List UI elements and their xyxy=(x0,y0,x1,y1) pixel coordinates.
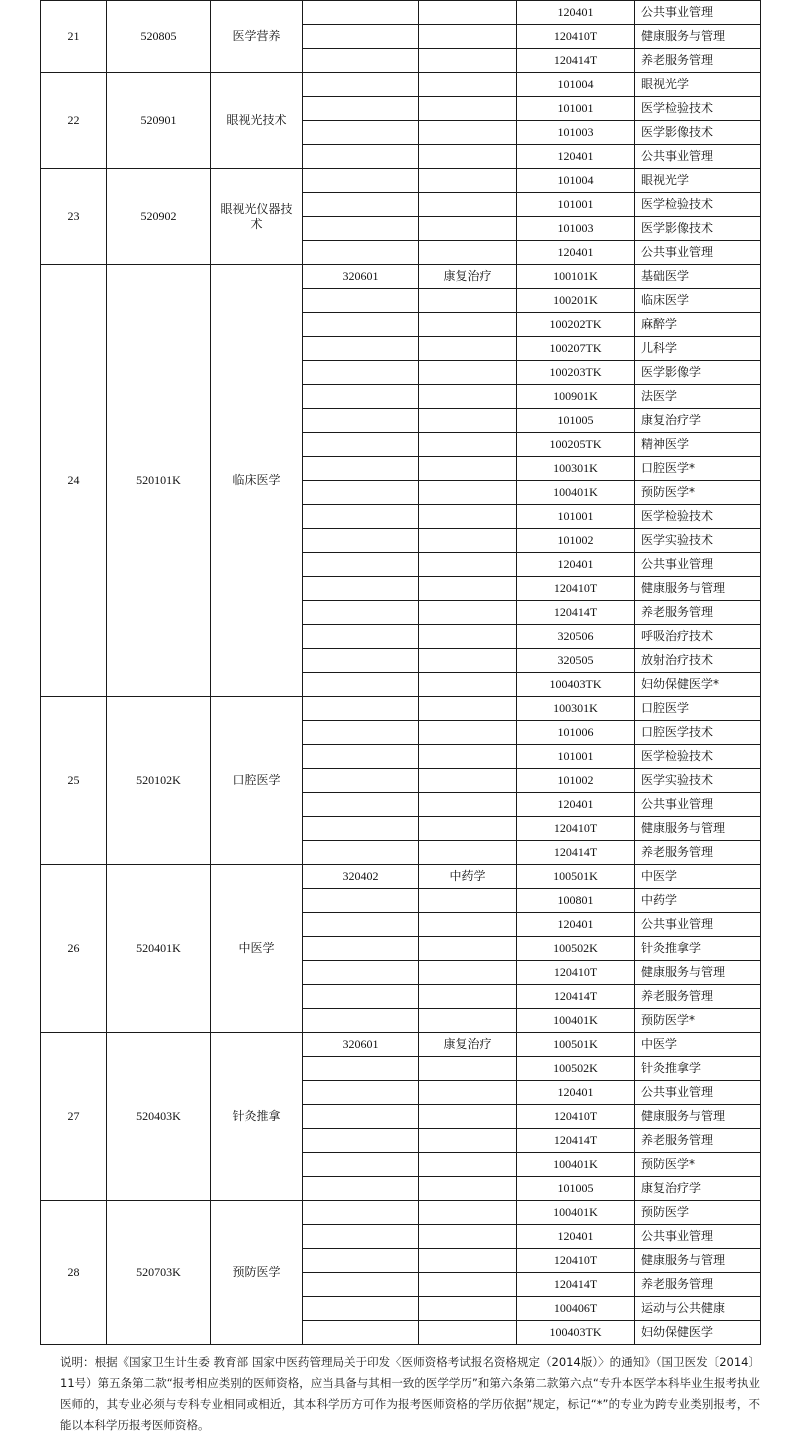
undergrad-name-cell: 公共事业管理 xyxy=(635,1,761,25)
undergrad-code-cell: 100401K xyxy=(517,1201,635,1225)
related-name-cell xyxy=(419,289,517,313)
undergrad-name-cell: 医学影像技术 xyxy=(635,217,761,241)
related-code-cell xyxy=(303,961,419,985)
related-name-cell xyxy=(419,217,517,241)
related-code-cell xyxy=(303,1297,419,1321)
undergrad-code-cell: 120414T xyxy=(517,985,635,1009)
undergrad-code-cell: 100502K xyxy=(517,937,635,961)
seq-cell: 24 xyxy=(41,265,107,697)
undergrad-code-cell: 120410T xyxy=(517,577,635,601)
undergrad-name-cell: 公共事业管理 xyxy=(635,793,761,817)
undergrad-name-cell: 公共事业管理 xyxy=(635,913,761,937)
major-mapping-table xyxy=(40,0,761,1345)
undergrad-name-cell: 口腔医学技术 xyxy=(635,721,761,745)
related-code-cell xyxy=(303,1273,419,1297)
related-code-cell xyxy=(303,601,419,625)
vocational-code-cell: 520403K xyxy=(107,1033,211,1201)
related-code-cell xyxy=(303,577,419,601)
related-code-cell xyxy=(303,1129,419,1153)
related-code-cell xyxy=(303,505,419,529)
related-code-cell xyxy=(303,625,419,649)
undergrad-name-cell: 口腔医学* xyxy=(635,457,761,481)
undergrad-code-cell: 101003 xyxy=(517,121,635,145)
undergrad-code-cell: 100403TK xyxy=(517,1321,635,1345)
seq-cell: 26 xyxy=(41,865,107,1033)
table-row xyxy=(41,1201,761,1225)
undergrad-code-cell: 120401 xyxy=(517,145,635,169)
undergrad-code-cell: 100201K xyxy=(517,289,635,313)
seq-cell: 23 xyxy=(41,169,107,265)
undergrad-code-cell: 100901K xyxy=(517,385,635,409)
related-name-cell xyxy=(419,1297,517,1321)
undergrad-code-cell: 120410T xyxy=(517,961,635,985)
undergrad-name-cell: 医学实验技术 xyxy=(635,769,761,793)
related-name-cell xyxy=(419,25,517,49)
undergrad-code-cell: 120401 xyxy=(517,913,635,937)
related-name-cell xyxy=(419,721,517,745)
undergrad-code-cell: 100501K xyxy=(517,865,635,889)
related-code-cell xyxy=(303,1105,419,1129)
undergrad-code-cell: 120401 xyxy=(517,1,635,25)
related-code-cell xyxy=(303,25,419,49)
undergrad-code-cell: 100203TK xyxy=(517,361,635,385)
related-code-cell xyxy=(303,1009,419,1033)
undergrad-code-cell: 320505 xyxy=(517,649,635,673)
undergrad-code-cell: 101002 xyxy=(517,769,635,793)
undergrad-name-cell: 公共事业管理 xyxy=(635,1225,761,1249)
seq-cell: 22 xyxy=(41,73,107,169)
related-name-cell xyxy=(419,841,517,865)
related-code-cell xyxy=(303,337,419,361)
undergrad-name-cell: 运动与公共健康 xyxy=(635,1297,761,1321)
related-code-cell xyxy=(303,745,419,769)
related-name-cell xyxy=(419,1177,517,1201)
related-code-cell xyxy=(303,937,419,961)
undergrad-name-cell: 养老服务管理 xyxy=(635,1273,761,1297)
related-name-cell xyxy=(419,433,517,457)
related-name-cell xyxy=(419,1321,517,1345)
related-code-cell xyxy=(303,673,419,697)
related-name-cell xyxy=(419,1201,517,1225)
related-code-cell xyxy=(303,985,419,1009)
related-code-cell xyxy=(303,1249,419,1273)
related-name-cell xyxy=(419,937,517,961)
undergrad-code-cell: 120401 xyxy=(517,241,635,265)
undergrad-code-cell: 120414T xyxy=(517,1273,635,1297)
undergrad-name-cell: 麻醉学 xyxy=(635,313,761,337)
undergrad-name-cell: 法医学 xyxy=(635,385,761,409)
undergrad-code-cell: 100301K xyxy=(517,457,635,481)
related-name-cell xyxy=(419,505,517,529)
related-code-cell xyxy=(303,409,419,433)
table-row xyxy=(41,169,761,193)
undergrad-code-cell: 100401K xyxy=(517,1153,635,1177)
related-name-cell xyxy=(419,1081,517,1105)
related-code-cell: 320601 xyxy=(303,265,419,289)
related-name-cell xyxy=(419,1,517,25)
undergrad-name-cell: 医学影像技术 xyxy=(635,121,761,145)
related-code-cell xyxy=(303,169,419,193)
undergrad-name-cell: 眼视光学 xyxy=(635,169,761,193)
vocational-name-cell: 预防医学 xyxy=(211,1201,303,1345)
undergrad-name-cell: 健康服务与管理 xyxy=(635,1105,761,1129)
related-code-cell xyxy=(303,817,419,841)
undergrad-name-cell: 基础医学 xyxy=(635,265,761,289)
related-code-cell xyxy=(303,889,419,913)
undergrad-code-cell: 100403TK xyxy=(517,673,635,697)
undergrad-name-cell: 儿科学 xyxy=(635,337,761,361)
undergrad-name-cell: 呼吸治疗技术 xyxy=(635,625,761,649)
related-name-cell xyxy=(419,529,517,553)
undergrad-code-cell: 101001 xyxy=(517,745,635,769)
undergrad-code-cell: 120414T xyxy=(517,49,635,73)
footnote: 说明：根据《国家卫生计生委 教育部 国家中医药管理局关于印发〈医师资格考试报名资格规定（2014版）〉的通知》（国卫医发〔2014〕11号）第五条第二款“报考相应类别的医师资格，应当具备与其相一致的医学学历”和第六条第二款第六点“专升本医学本科毕业生报考执业医师的，其专业必须与专科专业相同或相近，其本科学历方可作为报考医师资格的学历依据”规定，标记“*”的专业为跨专业类别报考，不能以本科学历报考医师资格。 xyxy=(60,1355,760,1432)
undergrad-name-cell: 预防医学* xyxy=(635,481,761,505)
related-code-cell xyxy=(303,793,419,817)
undergrad-code-cell: 100502K xyxy=(517,1057,635,1081)
undergrad-name-cell: 健康服务与管理 xyxy=(635,961,761,985)
undergrad-name-cell: 健康服务与管理 xyxy=(635,577,761,601)
related-code-cell xyxy=(303,217,419,241)
related-name-cell xyxy=(419,313,517,337)
related-code-cell xyxy=(303,1153,419,1177)
undergrad-code-cell: 120401 xyxy=(517,1225,635,1249)
seq-cell: 28 xyxy=(41,1201,107,1345)
vocational-code-cell: 520102K xyxy=(107,697,211,865)
undergrad-code-cell: 320506 xyxy=(517,625,635,649)
vocational-name-cell: 中医学 xyxy=(211,865,303,1033)
table-row xyxy=(41,865,761,889)
related-name-cell: 康复治疗 xyxy=(419,1033,517,1057)
related-code-cell xyxy=(303,1057,419,1081)
related-code-cell xyxy=(303,145,419,169)
undergrad-code-cell: 100202TK xyxy=(517,313,635,337)
vocational-name-cell: 口腔医学 xyxy=(211,697,303,865)
undergrad-code-cell: 100801 xyxy=(517,889,635,913)
related-name-cell xyxy=(419,73,517,97)
related-name-cell xyxy=(419,601,517,625)
undergrad-code-cell: 100205TK xyxy=(517,433,635,457)
undergrad-code-cell: 120410T xyxy=(517,25,635,49)
related-name-cell xyxy=(419,193,517,217)
undergrad-name-cell: 预防医学* xyxy=(635,1009,761,1033)
undergrad-name-cell: 养老服务管理 xyxy=(635,841,761,865)
related-code-cell xyxy=(303,457,419,481)
undergrad-name-cell: 中药学 xyxy=(635,889,761,913)
undergrad-name-cell: 临床医学 xyxy=(635,289,761,313)
related-name-cell xyxy=(419,649,517,673)
undergrad-name-cell: 康复治疗学 xyxy=(635,1177,761,1201)
undergrad-name-cell: 眼视光学 xyxy=(635,73,761,97)
undergrad-code-cell: 100101K xyxy=(517,265,635,289)
table-row xyxy=(41,1033,761,1057)
related-name-cell xyxy=(419,961,517,985)
related-name-cell xyxy=(419,1057,517,1081)
related-name-cell xyxy=(419,889,517,913)
undergrad-code-cell: 100501K xyxy=(517,1033,635,1057)
undergrad-code-cell: 120401 xyxy=(517,553,635,577)
related-name-cell xyxy=(419,985,517,1009)
table-row xyxy=(41,265,761,289)
undergrad-name-cell: 医学检验技术 xyxy=(635,97,761,121)
related-name-cell xyxy=(419,913,517,937)
vocational-code-cell: 520703K xyxy=(107,1201,211,1345)
undergrad-name-cell: 口腔医学 xyxy=(635,697,761,721)
undergrad-code-cell: 101005 xyxy=(517,409,635,433)
related-code-cell xyxy=(303,289,419,313)
undergrad-name-cell: 健康服务与管理 xyxy=(635,1249,761,1273)
related-name-cell xyxy=(419,361,517,385)
related-name-cell xyxy=(419,1273,517,1297)
undergrad-name-cell: 公共事业管理 xyxy=(635,145,761,169)
undergrad-code-cell: 101001 xyxy=(517,505,635,529)
undergrad-name-cell: 养老服务管理 xyxy=(635,601,761,625)
related-name-cell xyxy=(419,769,517,793)
related-name-cell xyxy=(419,169,517,193)
related-name-cell xyxy=(419,385,517,409)
vocational-name-cell: 眼视光仪器技术 xyxy=(211,169,303,265)
related-code-cell xyxy=(303,481,419,505)
undergrad-name-cell: 公共事业管理 xyxy=(635,241,761,265)
related-code-cell xyxy=(303,1201,419,1225)
undergrad-name-cell: 养老服务管理 xyxy=(635,985,761,1009)
related-code-cell xyxy=(303,97,419,121)
related-name-cell: 康复治疗 xyxy=(419,265,517,289)
vocational-name-cell: 临床医学 xyxy=(211,265,303,697)
related-code-cell xyxy=(303,49,419,73)
undergrad-code-cell: 100207TK xyxy=(517,337,635,361)
related-name-cell xyxy=(419,409,517,433)
undergrad-name-cell: 预防医学 xyxy=(635,1201,761,1225)
undergrad-code-cell: 120414T xyxy=(517,1129,635,1153)
related-code-cell xyxy=(303,841,419,865)
undergrad-code-cell: 100406T xyxy=(517,1297,635,1321)
undergrad-name-cell: 妇幼保健医学* xyxy=(635,673,761,697)
related-code-cell xyxy=(303,1177,419,1201)
undergrad-name-cell: 针灸推拿学 xyxy=(635,937,761,961)
undergrad-code-cell: 100401K xyxy=(517,481,635,505)
undergrad-name-cell: 公共事业管理 xyxy=(635,1081,761,1105)
related-name-cell xyxy=(419,745,517,769)
related-name-cell xyxy=(419,97,517,121)
related-code-cell xyxy=(303,1081,419,1105)
undergrad-name-cell: 医学实验技术 xyxy=(635,529,761,553)
undergrad-code-cell: 120414T xyxy=(517,841,635,865)
undergrad-code-cell: 101006 xyxy=(517,721,635,745)
related-code-cell: 320402 xyxy=(303,865,419,889)
vocational-code-cell: 520901 xyxy=(107,73,211,169)
related-name-cell xyxy=(419,625,517,649)
undergrad-code-cell: 101004 xyxy=(517,73,635,97)
undergrad-name-cell: 健康服务与管理 xyxy=(635,25,761,49)
related-name-cell: 中药学 xyxy=(419,865,517,889)
related-code-cell xyxy=(303,1225,419,1249)
related-name-cell xyxy=(419,481,517,505)
related-code-cell xyxy=(303,241,419,265)
related-code-cell xyxy=(303,1321,419,1345)
related-name-cell xyxy=(419,1009,517,1033)
related-name-cell xyxy=(419,1225,517,1249)
undergrad-code-cell: 120410T xyxy=(517,1249,635,1273)
undergrad-code-cell: 120401 xyxy=(517,1081,635,1105)
undergrad-code-cell: 100301K xyxy=(517,697,635,721)
table-row xyxy=(41,1,761,25)
related-name-cell xyxy=(419,241,517,265)
undergrad-name-cell: 养老服务管理 xyxy=(635,49,761,73)
undergrad-code-cell: 101004 xyxy=(517,169,635,193)
related-code-cell xyxy=(303,385,419,409)
related-code-cell xyxy=(303,721,419,745)
undergrad-name-cell: 医学检验技术 xyxy=(635,505,761,529)
related-code-cell xyxy=(303,529,419,553)
undergrad-name-cell: 中医学 xyxy=(635,865,761,889)
table-row xyxy=(41,697,761,721)
undergrad-code-cell: 120414T xyxy=(517,601,635,625)
related-code-cell xyxy=(303,553,419,577)
undergrad-code-cell: 101005 xyxy=(517,1177,635,1201)
related-name-cell xyxy=(419,577,517,601)
vocational-code-cell: 520101K xyxy=(107,265,211,697)
undergrad-code-cell: 120410T xyxy=(517,817,635,841)
undergrad-code-cell: 100401K xyxy=(517,1009,635,1033)
seq-cell: 25 xyxy=(41,697,107,865)
related-name-cell xyxy=(419,817,517,841)
related-name-cell xyxy=(419,1129,517,1153)
related-name-cell xyxy=(419,121,517,145)
vocational-code-cell: 520401K xyxy=(107,865,211,1033)
undergrad-code-cell: 101001 xyxy=(517,97,635,121)
related-code-cell xyxy=(303,73,419,97)
undergrad-name-cell: 医学检验技术 xyxy=(635,745,761,769)
undergrad-name-cell: 医学检验技术 xyxy=(635,193,761,217)
table-container xyxy=(40,0,760,1345)
undergrad-name-cell: 康复治疗学 xyxy=(635,409,761,433)
related-code-cell xyxy=(303,313,419,337)
related-name-cell xyxy=(419,145,517,169)
vocational-code-cell: 520805 xyxy=(107,1,211,73)
related-name-cell xyxy=(419,553,517,577)
related-code-cell xyxy=(303,433,419,457)
undergrad-code-cell: 101003 xyxy=(517,217,635,241)
related-code-cell xyxy=(303,649,419,673)
undergrad-name-cell: 精神医学 xyxy=(635,433,761,457)
undergrad-name-cell: 养老服务管理 xyxy=(635,1129,761,1153)
undergrad-name-cell: 针灸推拿学 xyxy=(635,1057,761,1081)
vocational-name-cell: 医学营养 xyxy=(211,1,303,73)
undergrad-code-cell: 101001 xyxy=(517,193,635,217)
vocational-code-cell: 520902 xyxy=(107,169,211,265)
undergrad-name-cell: 健康服务与管理 xyxy=(635,817,761,841)
related-name-cell xyxy=(419,1249,517,1273)
related-code-cell xyxy=(303,1,419,25)
related-code-cell xyxy=(303,121,419,145)
related-name-cell xyxy=(419,673,517,697)
related-name-cell xyxy=(419,793,517,817)
related-name-cell xyxy=(419,457,517,481)
undergrad-code-cell: 101002 xyxy=(517,529,635,553)
seq-cell: 21 xyxy=(41,1,107,73)
undergrad-code-cell: 120401 xyxy=(517,793,635,817)
undergrad-name-cell: 妇幼保健医学 xyxy=(635,1321,761,1345)
related-code-cell xyxy=(303,913,419,937)
table-row xyxy=(41,73,761,97)
undergrad-name-cell: 预防医学* xyxy=(635,1153,761,1177)
related-name-cell xyxy=(419,697,517,721)
seq-cell: 27 xyxy=(41,1033,107,1201)
related-code-cell xyxy=(303,193,419,217)
undergrad-name-cell: 中医学 xyxy=(635,1033,761,1057)
related-code-cell xyxy=(303,697,419,721)
related-code-cell xyxy=(303,361,419,385)
related-name-cell xyxy=(419,49,517,73)
undergrad-name-cell: 放射治疗技术 xyxy=(635,649,761,673)
related-name-cell xyxy=(419,1105,517,1129)
related-code-cell: 320601 xyxy=(303,1033,419,1057)
related-code-cell xyxy=(303,769,419,793)
vocational-name-cell: 针灸推拿 xyxy=(211,1033,303,1201)
related-name-cell xyxy=(419,1153,517,1177)
vocational-name-cell: 眼视光技术 xyxy=(211,73,303,169)
related-name-cell xyxy=(419,337,517,361)
undergrad-name-cell: 公共事业管理 xyxy=(635,553,761,577)
undergrad-code-cell: 120410T xyxy=(517,1105,635,1129)
undergrad-name-cell: 医学影像学 xyxy=(635,361,761,385)
